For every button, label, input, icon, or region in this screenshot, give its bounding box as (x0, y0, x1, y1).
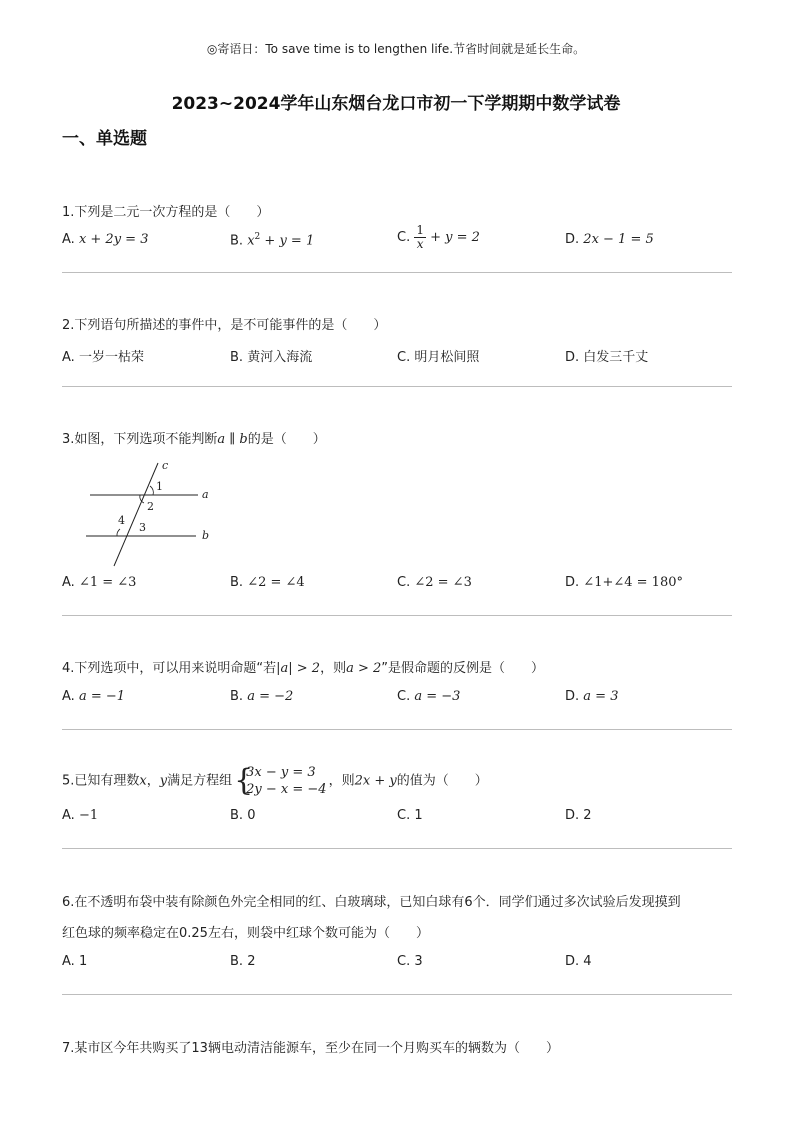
option-letter: A. (62, 232, 75, 247)
divider (62, 386, 732, 387)
option-letter: A. (62, 808, 75, 823)
stem-text: 3.如图，下列选项不能判断 (62, 432, 218, 447)
option-d[interactable] (565, 954, 592, 969)
stem-text: 的是（ ） (247, 432, 326, 447)
option-expr: 2x − 1 = 5 (583, 232, 654, 247)
stem-text: 满足方程组 (167, 773, 233, 789)
option-a[interactable] (62, 808, 98, 823)
option-text: 2 (583, 808, 592, 823)
option-expr: −1 (78, 808, 99, 823)
option-a[interactable] (62, 346, 144, 365)
stem-text: 4.下列选项中，可以用来说明命题“若 (62, 661, 277, 676)
question-5-stem (62, 764, 488, 798)
parallel-lines-figure (80, 458, 220, 570)
fraction (414, 224, 426, 251)
stem-math: a > 2 (346, 661, 382, 676)
option-text: 一岁一枯荣 (78, 350, 144, 365)
option-letter: A. (62, 689, 75, 704)
option-c[interactable] (397, 689, 460, 704)
option-text: 1 (78, 954, 88, 969)
option-expr: a = −3 (414, 689, 461, 704)
option-letter: A. (62, 575, 75, 590)
divider (62, 729, 732, 730)
divider (62, 615, 732, 616)
option-a[interactable] (62, 689, 125, 704)
option-text: 1 (414, 808, 423, 823)
option-letter: B. (230, 575, 244, 590)
question-4-options (62, 689, 732, 711)
option-a[interactable] (62, 954, 87, 969)
option-text: 明月松间照 (414, 350, 480, 365)
option-expr-base: x (247, 233, 255, 249)
option-letter: C. (397, 954, 411, 969)
option-text: 0 (247, 808, 256, 823)
option-letter: C. (397, 230, 411, 245)
option-text: 4 (583, 954, 592, 969)
option-letter: C. (397, 575, 411, 590)
option-letter: B. (230, 808, 244, 823)
option-expr: ∠1+∠4 = 180° (583, 575, 683, 590)
question-6-stem-line-1: 6.在不透明布袋中装有除颜色外完全相同的红、白玻璃球，已知白球有6个．同学们通过多次试验后发现摸到 (62, 895, 681, 910)
option-expr-sup: 2 (254, 232, 261, 242)
question-3-stem (62, 428, 326, 447)
option-expr: ∠1 = ∠3 (78, 575, 137, 590)
label-angle-1: 1 (156, 480, 163, 493)
option-c[interactable] (397, 575, 472, 590)
motto-line: ◎寄语日：To save time is to lengthen life.节省时间就是延长生命。 (206, 42, 586, 56)
option-d[interactable] (565, 689, 618, 704)
stem-math: y (159, 773, 168, 789)
option-text: 黄河入海流 (247, 350, 313, 365)
option-expr-rest: + y = 2 (426, 230, 480, 245)
option-expr: a = 3 (583, 689, 619, 704)
label-b: b (202, 529, 210, 542)
option-expr: a = −2 (247, 689, 294, 704)
option-d[interactable] (565, 575, 683, 590)
option-text: 白发三千丈 (583, 350, 649, 365)
section-heading: 一、单选题 (62, 129, 147, 149)
option-b[interactable] (230, 346, 312, 365)
divider (62, 994, 732, 995)
option-letter: A. (62, 350, 75, 365)
option-a[interactable] (62, 232, 148, 247)
question-3-options (62, 575, 732, 597)
angle-4-arc (117, 529, 120, 536)
stem-math: |a| > 2 (276, 661, 321, 676)
stem-text: ，则 (320, 661, 347, 676)
equation-system (234, 764, 326, 798)
option-expr: ∠2 = ∠4 (247, 575, 305, 590)
option-c[interactable] (397, 954, 423, 969)
question-7-stem: 7.某市区今年共购买了13辆电动清洁能源车，至少在同一个月购买车的辆数为（ ） (62, 1041, 559, 1056)
equation-2: 2y − x = −4 (246, 782, 327, 797)
option-letter: B. (230, 350, 244, 365)
question-1-stem: 1.下列是二元一次方程的是（ ） (62, 205, 270, 220)
label-a: a (202, 488, 209, 501)
stem-text: 的值为（ ） (396, 773, 488, 789)
option-letter: D. (565, 808, 580, 823)
option-c[interactable] (397, 224, 480, 251)
option-text: 3 (414, 954, 423, 969)
option-b[interactable] (230, 575, 305, 590)
question-2-stem: 2.下列语句所描述的事件中，是不可能事件的是（ ） (62, 318, 387, 333)
option-b[interactable] (230, 689, 293, 704)
option-letter: D. (565, 350, 580, 365)
option-d[interactable] (565, 346, 648, 365)
divider (62, 272, 732, 273)
option-letter: A. (62, 954, 75, 969)
option-expr: ∠2 = ∠3 (414, 575, 472, 590)
stem-math: 2x + y (354, 773, 397, 789)
option-letter: B. (230, 233, 244, 249)
option-letter: D. (565, 232, 580, 247)
label-angle-4: 4 (118, 514, 125, 527)
stem-text: 5.已知有理数 (62, 773, 140, 789)
question-1-options (62, 223, 732, 254)
stem-text: ，则 (328, 773, 355, 789)
stem-text: ， (146, 773, 160, 789)
stem-math: a ∥ b (217, 432, 248, 447)
question-6-options (62, 954, 732, 976)
option-letter: C. (397, 350, 411, 365)
option-letter: D. (565, 575, 580, 590)
label-angle-2: 2 (147, 500, 154, 513)
option-expr: a = −1 (78, 689, 126, 704)
option-letter: B. (230, 689, 244, 704)
option-text: 2 (247, 954, 256, 969)
question-2-options (62, 346, 732, 368)
option-letter: C. (397, 689, 411, 704)
option-b[interactable] (230, 954, 255, 969)
divider (62, 848, 732, 849)
option-letter: D. (565, 954, 580, 969)
fraction-numerator: 1 (416, 223, 424, 237)
stem-text: ”是假命题的反例是（ ） (381, 661, 545, 676)
label-c: c (162, 459, 169, 472)
label-angle-3: 3 (139, 521, 146, 534)
option-d[interactable] (565, 232, 654, 247)
question-5-options (62, 808, 732, 830)
equation-1: 3x − y = 3 (246, 765, 316, 780)
option-b[interactable] (230, 232, 314, 248)
option-a[interactable] (62, 575, 136, 590)
angle-1-arc (150, 486, 153, 495)
system-brace: { (234, 763, 254, 798)
option-d[interactable] (565, 808, 592, 823)
exam-title: 2023~2024学年山东烟台龙口市初一下学期期中数学试卷 (171, 94, 621, 114)
fraction-denominator: x (416, 237, 424, 251)
option-c[interactable] (397, 346, 479, 365)
option-letter: B. (230, 954, 244, 969)
question-4-stem (62, 657, 544, 676)
question-6-stem-line-2: 红色球的频率稳定在0.25左右，则袋中红球个数可能为（ ） (62, 926, 429, 941)
option-b[interactable] (230, 808, 255, 823)
option-expr-rest: + y = 1 (260, 233, 315, 249)
option-expr: x + 2y = 3 (78, 232, 149, 247)
option-letter: D. (565, 689, 580, 704)
option-letter: C. (397, 808, 411, 823)
stem-math: x (139, 773, 147, 789)
option-c[interactable] (397, 808, 423, 823)
